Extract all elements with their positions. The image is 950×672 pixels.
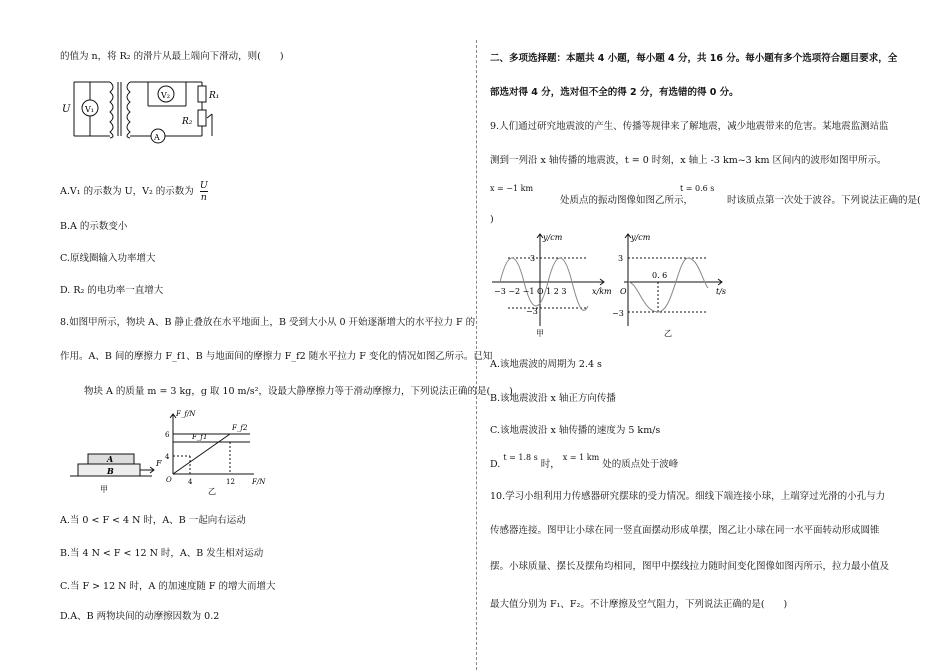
q8-stem-line2: 作用。A、B 间的摩擦力 F_f1、B 与地面间的摩擦力 F_f2 随水平拉力 F 变化的情况如图乙所示。已知 xyxy=(60,351,493,362)
q9-stem-line3b: 处质点的振动图像如图乙所示， xyxy=(560,195,694,206)
label-v1: V₁ xyxy=(85,105,94,114)
q9-option-a[interactable]: A.该地震波的周期为 2.4 s xyxy=(490,359,602,370)
q7-option-b[interactable]: B.A 的示数变小 xyxy=(60,221,128,232)
fig9-yi-label: 乙 xyxy=(664,329,672,338)
fig9-jia-xticks: −3 −2 −1 O 1 2 3 xyxy=(494,287,567,296)
q8-stem-line1: 8.如图甲所示，物块 A、B 静止叠放在水平地面上，B 受到大小从 0 开始逐渐增大的水平拉力 F 的 xyxy=(60,317,476,328)
fig9-yi-t06: 0. 6 xyxy=(652,271,668,280)
fig9-yi-ylabel: y/cm xyxy=(631,233,651,242)
q8-option-d[interactable]: D.A、B 两物块间的动摩擦因数为 0.2 xyxy=(60,611,220,622)
q9-option-d-label: D. xyxy=(490,459,501,470)
fig9-yi-y3: 3 xyxy=(618,254,624,263)
q8-option-b[interactable]: B.当 4 N < F < 12 N 时，A、B 发生相对运动 xyxy=(60,548,264,559)
section-title-line2: 部选对得 4 分，选对但不全的得 2 分，有选错的得 0 分。 xyxy=(490,87,739,98)
fig9-jia-ylabel: y/cm xyxy=(543,233,563,242)
q9-x-neg1: x = −1 km xyxy=(490,184,534,193)
label-v2: V₂ xyxy=(161,91,170,100)
fig8-jia-label: 甲 xyxy=(100,485,108,494)
q9-option-d-tail: 处的质点处于波峰 xyxy=(602,459,679,470)
q9-stem-line1: 9.人们通过研究地震波的产生、传播等规律来了解地震，减少地震带来的危害。某地震监测站监 xyxy=(490,121,889,132)
q7-option-a-text: A.V₁ 的示数为 U，V₂ 的示数为 xyxy=(60,186,194,197)
section-title-line1: 二、多项选择题：本题共 4 小题，每小题 4 分，共 16 分。每小题有多个选项符合题目要求，全 xyxy=(490,53,898,64)
q7-stem-continued: 的值为 n，将 R₂ 的滑片从最上端向下滑动，则( ) xyxy=(60,51,284,62)
q9-option-b[interactable]: B.该地震波沿 x 轴正方向传播 xyxy=(490,393,616,404)
fig9-yi-yn3: −3 xyxy=(612,309,624,318)
label-u: U xyxy=(62,104,71,115)
fig8-xlabel: F/N xyxy=(252,478,266,486)
q7-option-a[interactable] xyxy=(60,180,208,203)
q9-option-d-when: 时， xyxy=(540,459,560,470)
fig9-jia-xlabel: x/km xyxy=(592,287,612,296)
q8-stem-line3: 物块 A 的质量 m = 3 kg，g 取 10 m/s²，设最大静摩擦力等于滑动摩擦力，下列说法正确的是( ) xyxy=(84,386,513,397)
fig9-jia-yn3: −3 xyxy=(526,307,538,316)
label-r2: R₂ xyxy=(182,117,193,127)
ytick-4: 4 xyxy=(165,453,170,461)
q9-stem-line2: 测到一列沿 x 轴传播的地震波，t = 0 时刻，x 轴上 -3 km~3 km 区间内的波形如图甲所示。 xyxy=(490,155,887,166)
q9-option-d-x: x = 1 km xyxy=(562,453,600,462)
q9-wave-figures xyxy=(488,228,738,340)
q10-stem-line2: 传感器连接。图甲让小球在同一竖直面摆动形成单摆，图乙让小球在同一水平面转动形成圆锥 xyxy=(490,525,880,536)
transformer-circuit-diagram xyxy=(62,74,232,154)
q10-stem-line1: 10.学习小组利用力传感器研究摆球的受力情况。细线下端连接小球，上端穿过光滑的小孔与力 xyxy=(490,491,886,502)
fig8-yi-label: 乙 xyxy=(208,487,216,496)
q8-option-c[interactable]: C.当 F > 12 N 时，A 的加速度随 F 的增大而增大 xyxy=(60,581,276,592)
xtick-12: 12 xyxy=(226,478,235,486)
label-a: A xyxy=(154,133,160,142)
q10-stem-line3: 摆。小球质量、摆长及摆角均相同，图甲中摆线拉力随时间变化图像如图丙所示，拉力最小值及 xyxy=(490,561,890,572)
ff2-label: F_f2 xyxy=(232,424,248,432)
q10-stem-line4: 最大值分别为 F₁、F₂。不计摩擦及空气阻力，下列说法正确的是( ) xyxy=(490,599,788,610)
fig8-origin: O xyxy=(166,476,172,484)
fig9-jia-y3: 3 xyxy=(530,254,536,263)
fig8-ylabel: F_f/N xyxy=(176,410,196,418)
block-a-label: A xyxy=(107,454,114,464)
fraction-numerator: U xyxy=(199,180,208,191)
label-r1: R₁ xyxy=(209,91,220,101)
fig9-jia-label: 甲 xyxy=(536,329,544,338)
ff1-label: F_f1 xyxy=(192,433,208,441)
q9-t06: t = 0.6 s xyxy=(680,184,715,193)
force-label: F xyxy=(156,459,162,468)
q9-option-d-t: t = 1.8 s xyxy=(503,453,538,462)
q7-option-c[interactable]: C.原线圈输入功率增大 xyxy=(60,253,156,264)
q9-stem-line4: ) xyxy=(490,214,494,225)
fig9-yi-origin: O xyxy=(620,287,627,296)
q8-option-a[interactable]: A.当 0 < F < 4 N 时，A、B 一起向右运动 xyxy=(60,515,246,526)
q9-option-d[interactable] xyxy=(490,453,679,470)
xtick-4: 4 xyxy=(188,478,193,486)
fraction-u-over-n xyxy=(200,180,208,203)
q9-stem-line3d: 时该质点第一次处于波谷。下列说法正确的是( xyxy=(727,195,921,206)
block-b-label: B xyxy=(107,466,114,476)
fig9-yi-xlabel: t/s xyxy=(716,287,727,296)
ytick-6: 6 xyxy=(165,431,170,439)
q9-option-c[interactable]: C.该地震波沿 x 轴传播的速度为 5 km/s xyxy=(490,425,661,436)
q8-figures xyxy=(70,408,270,496)
fraction-denominator: n xyxy=(200,192,207,203)
q7-option-d[interactable]: D. R₂ 的电功率一直增大 xyxy=(60,285,164,296)
